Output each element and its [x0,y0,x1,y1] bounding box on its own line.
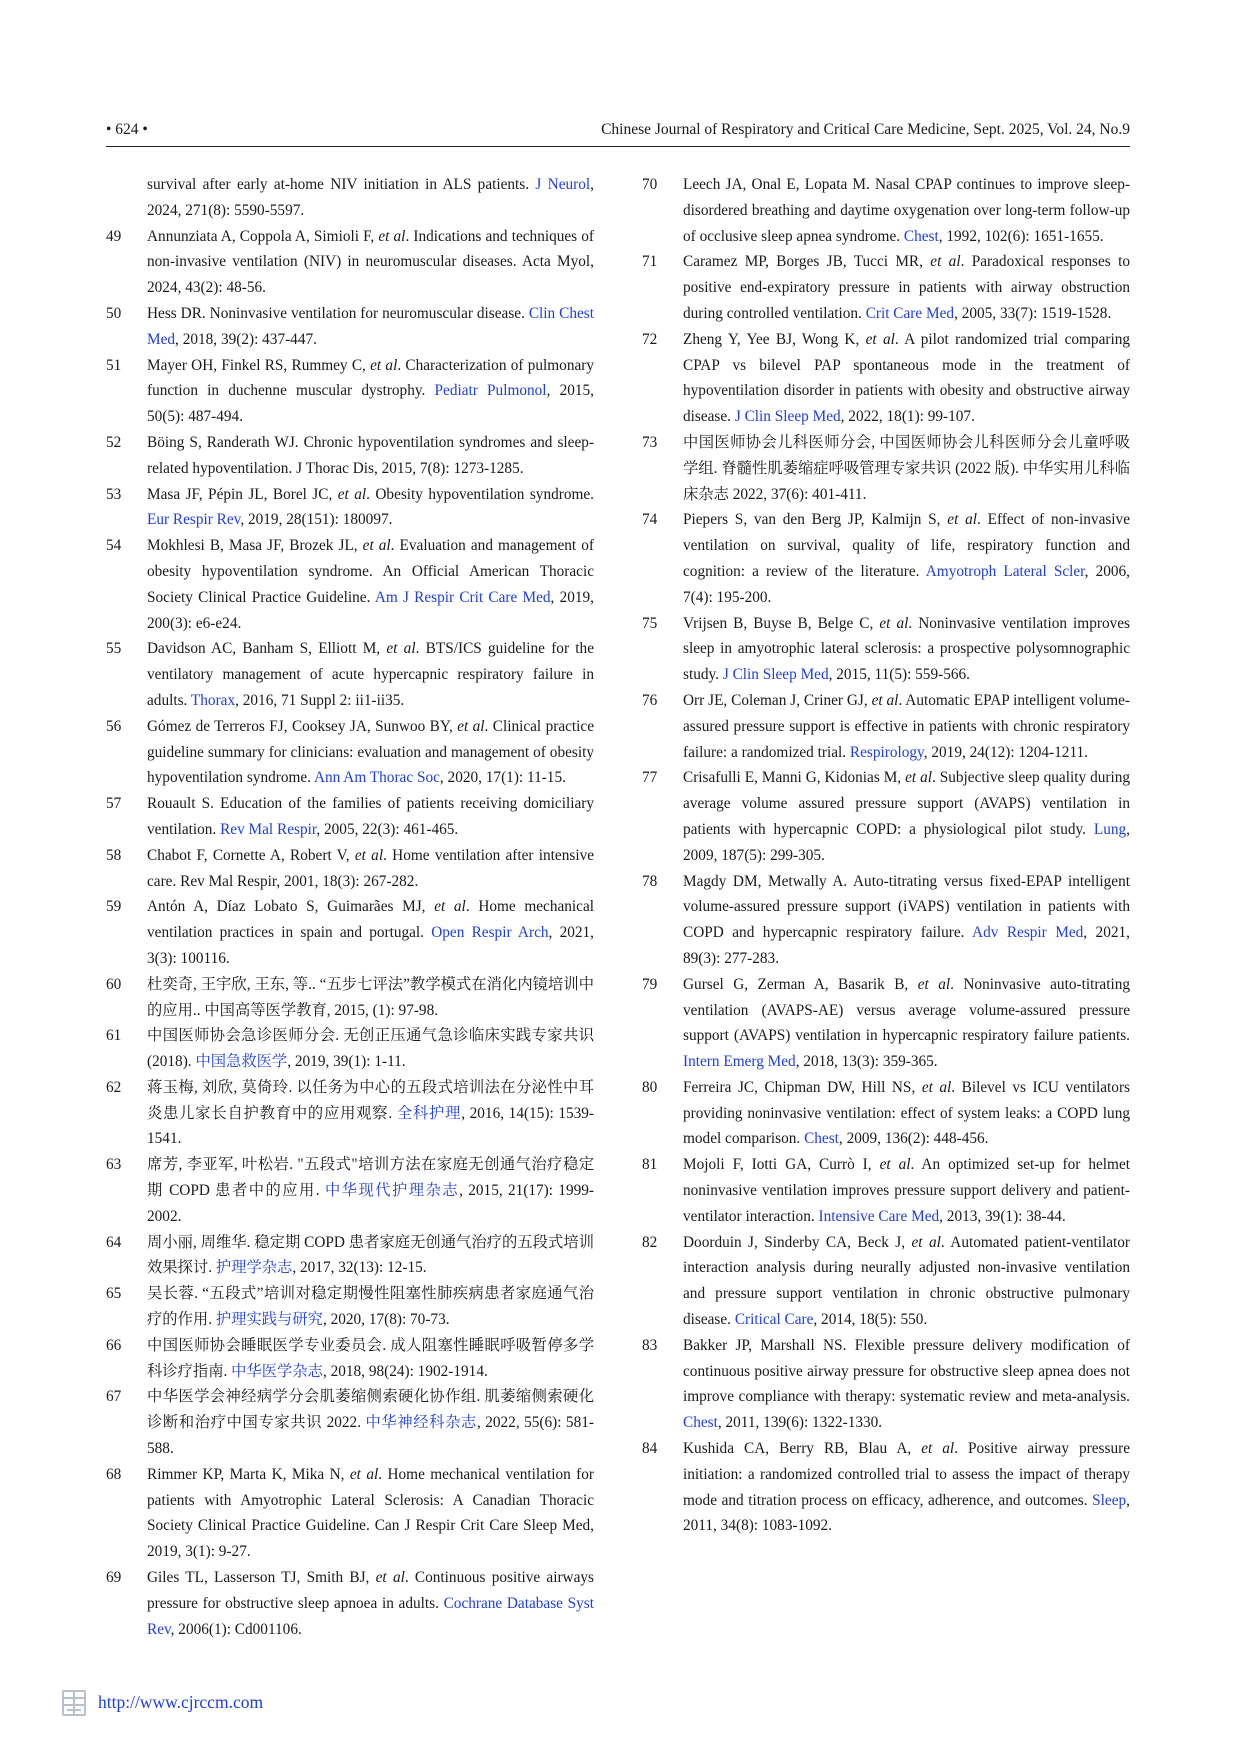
reference-text: Hess DR. Noninvasive ventilation for neuromuscular disease. [147,304,529,322]
reference-text: Zheng Y, Yee BJ, Wong K, [683,330,866,348]
reference-citation: , 2018, 39(2): 437-447. [175,330,317,348]
reference-entry [106,972,594,1024]
reference-entry [106,636,594,713]
reference-entry [106,1384,594,1461]
reference-number: 54 [106,537,122,555]
reference-text: 中国医师协会急诊医师分会. 无创正压通气急诊临床实践专家共识 (2018). [147,1027,594,1071]
reference-citation: , 2019, 200(3): e6-e24. [147,588,595,632]
journal-link[interactable]: 护理学杂志 [215,1259,293,1277]
reference-citation: , 2006(1): Cd001106. [170,1620,302,1638]
reference-entry [106,843,594,895]
reference-number: 64 [106,1233,122,1251]
reference-number: 62 [106,1078,122,1096]
reference-number: 67 [106,1388,122,1406]
journal-link[interactable]: Clin Chest Med [147,304,594,348]
reference-text: . Characterization of pulmonary function in duchenne muscular dystrophy. [147,356,595,400]
reference-text: 中华医学会神经病学分会肌萎缩侧索硬化协作组. 肌萎缩侧索硬化诊断和治疗中国专家共识 2022. [147,1388,594,1432]
reference-text: . Continuous positive airways pressure for obstructive sleep apnoea in adults. [147,1569,594,1612]
reference-entry [642,249,1130,326]
reference-entry [642,1436,1130,1539]
et-al-text: et al [930,253,961,271]
et-al-text: et al [905,769,932,787]
et-al-text: et al [911,1233,941,1251]
journal-link[interactable]: Intern Emerg Med [683,1053,796,1071]
reference-text: . BTS/ICS guideline for the ventilatory management of acute hypercapnic respiratory failure in adults. [147,640,594,709]
reference-number: 82 [642,1233,658,1251]
reference-text: 蒋玉梅, 刘欣, 莫倚玲. 以任务为中心的五段式培训法在分泌性中耳炎患儿家长自护教育中的应用观察. [147,1078,594,1122]
page-number: • 624 • [106,121,148,138]
reference-citation: , 2013, 39(1): 38-44. [939,1207,1066,1225]
reference-text: Leech JA, Onal E, Lopata M. Nasal CPAP continues to improve sleep-disordered breathing and daytime oxygenation over long-term follow-up of occlusive sleep apnea syndrome. [683,176,1130,245]
et-al-text: et al [349,1465,379,1483]
journal-link[interactable]: 中国急救医学 [195,1053,288,1071]
reference-text: Rouault S. Education of the families of patients receiving domiciliary ventilation. [147,795,594,838]
reference-number: 50 [106,304,122,322]
reference-entry [106,1023,594,1075]
journal-link[interactable]: Chest [683,1414,718,1432]
reference-citation: , 2015, 50(5): 487-494. [147,382,594,426]
reference-citation: , 2019, 24(12): 1204-1211. [923,743,1089,761]
reference-text: Doorduin J, Sinderby CA, Beck J, [683,1233,912,1251]
reference-number: 78 [642,872,658,890]
journal-link[interactable]: 中华医学杂志 [231,1362,323,1380]
reference-number: 66 [106,1336,122,1354]
reference-entry [106,714,594,791]
et-al-text: et al [378,227,406,245]
reference-number: 60 [106,975,122,993]
reference-text: . Home ventilation after intensive care. Rev Mal Respir, 2001, 18(3): 267-282. [147,846,595,890]
reference-entry [106,533,594,636]
reference-citation: , 2005, 33(7): 1519-1528. [954,304,1112,322]
reference-number: 59 [106,898,122,916]
et-al-text: et al [921,1078,952,1096]
reference-text: . Automatic EPAP intelligent volume-assured pressure support is effective in patients with chronic respiratory failure: a randomized trial. [683,691,1130,761]
reference-text: Chabot F, Cornette A, Robert V, [147,846,355,864]
reference-number: 63 [106,1156,122,1174]
reference-number: 57 [106,795,122,813]
reference-text: Magdy DM, Metwally A. Auto-titrating versus fixed-EPAP intelligent volume-assured pressure support (iVAPS) ventilation in patients with COPD and hypercapnic respiratory failure. [683,872,1130,942]
reference-number: 70 [642,176,658,193]
et-al-text: et al [354,846,384,864]
reference-entry [106,301,594,353]
reference-text: Orr JE, Coleman J, Criner GJ, [683,691,872,709]
reference-entry [642,1230,1130,1333]
et-al-text: et al [871,691,899,709]
journal-link[interactable]: Adv Respir Med [972,924,1084,942]
journal-link[interactable]: J Neurol [535,176,591,193]
reference-text: . Paradoxical responses to positive end-expiratory pressure in patients with airway obstruction during controlled ventilation. [683,253,1130,322]
reference-text: . Obesity hypoventilation syndrome. [366,485,594,503]
reference-entry [642,1333,1130,1436]
reference-text: Piepers S, van den Berg JP, Kalmijn S, [683,511,948,529]
reference-number: 61 [106,1027,122,1045]
reference-text: . Indications and techniques of non-invasive ventilation (NIV) in neuromuscular diseases. Acta Myol, 2024, 43(2): 48-56. [147,227,594,297]
reference-citation: , 2024, 271(8): 5590-5597. [147,176,594,219]
et-al-text: et al [434,898,466,916]
reference-text: . Effect of non-invasive ventilation on survival, quality of life, respiratory function and cognition: a review of the literature. [683,511,1130,580]
reference-citation: , 2018, 98(24): 1902-1914. [322,1362,488,1380]
reference-text: . Positive airway pressure initiation: a randomized controlled trial to assess the impact of therapy mode and titration process on efficacy, adherence, and outcomes. [683,1440,1130,1509]
reference-entry [642,327,1130,430]
reference-number: 77 [642,769,658,787]
reference-citation: , 2006, 7(4): 195-200. [683,562,1130,606]
reference-entry [106,224,594,301]
reference-citation: , 2011, 139(6): 1322-1330. [717,1414,883,1432]
reference-text: Annunziata A, Coppola A, Simioli F, [147,227,379,245]
reference-text: Giles TL, Lasserson TJ, Smith BJ, [147,1569,376,1587]
reference-citation: , 2021, 3(3): 100116. [147,924,594,967]
reference-citation: , 2020, 17(8): 70-73. [322,1311,450,1329]
reference-citation: , 2019, 28(151): 180097. [240,511,393,529]
reference-text: 周小丽, 周维华. 稳定期 COPD 患者家庭无创通气治疗的五段式培训效果探讨. [147,1233,594,1277]
reference-text: 席芳, 李亚军, 叶松岩. "五段式"培训方法在家庭无创通气治疗稳定期 COPD 患者中的应用. [147,1156,594,1200]
reference-text: Vrijsen B, Buyse B, Belge C, [683,614,880,632]
reference-entry [106,1462,594,1565]
reference-text: Kushida CA, Berry RB, Blau A, [683,1440,922,1458]
reference-text: Bakker JP, Marshall NS. Flexible pressure delivery modification of continuous positive airway pressure for obstructive sleep apnea does not improve compliance with therapy: systematic review and meta-analysis. [683,1336,1130,1406]
journal-link[interactable]: Pediatr Pulmonol [434,382,547,400]
reference-entry [106,1230,594,1282]
reference-text: . Clinical practice guideline summary for clinicians: evaluation and management of obesity hypoventilation syndrome. [147,717,594,787]
reference-number: 81 [642,1156,658,1174]
journal-link[interactable]: Eur Respir Rev [147,511,241,529]
reference-text: Ferreira JC, Chipman DW, Hill NS, [683,1078,922,1096]
reference-text: . Home mechanical ventilation for patients with Amyotrophic Lateral Sclerosis: A Canadian Thoracic Society Clinical Practice Guideline. Can J Respir Crit Care Sleep Med, 2019, 3(1): 9-27. [147,1465,595,1561]
et-al-text: et al [386,640,416,658]
reference-number: 65 [106,1285,122,1303]
reference-entry [106,1333,594,1385]
reference-text: 中国医师协会儿科医师分会, 中国医师协会儿科医师分会儿童呼吸学组. 脊髓性肌萎缩症呼吸管理专家共识 (2022 版). 中华实用儿科临床杂志 2022, 37(6): 401-411. [683,433,1130,503]
journal-link[interactable]: Thorax [190,691,236,709]
reference-citation: , 2016, 71 Suppl 2: ii1-ii35. [235,691,405,709]
journal-logo-icon [60,1688,88,1718]
et-al-text: et al [375,1569,405,1587]
reference-entry [106,894,594,971]
reference-text: . Noninvasive auto-titrating ventilation (AVAPS-AE) versus average volume-assured pressure support (AVAPS) ventilation in hypercapnic respiratory failure patients. [683,975,1130,1045]
journal-link[interactable]: Chest [804,1130,839,1148]
reference-number: 69 [106,1569,122,1587]
journal-link[interactable]: Am J Respir Crit Care Med [374,588,551,606]
journal-link[interactable]: Crit Care Med [865,304,955,322]
reference-entry [106,430,594,482]
reference-column-left [106,172,594,1642]
journal-link[interactable]: 中华神经科杂志 [365,1414,477,1432]
reference-number: 75 [642,614,658,632]
reference-entry [642,972,1130,1075]
reference-text: . A pilot randomized trial comparing CPAP vs bilevel PAP spontaneous mode in the treatment of hypoventilation disorder in patients with obesity and obstructive airway disease. [683,330,1130,426]
reference-text: 杜奕奇, 王宇欣, 王东, 等.. “五步七评法”教学模式在消化内镜培训中的应用.. 中国高等医学教育, 2015, (1): 97-98. [147,975,594,1019]
reference-entry [642,1075,1130,1152]
journal-link[interactable]: Open Respir Arch [431,924,549,942]
reference-entry [642,765,1130,868]
reference-citation: , 2019, 39(1): 1-11. [287,1053,406,1071]
reference-text: Crisafulli E, Manni G, Kidonias M, [683,769,906,787]
reference-entry [106,482,594,534]
journal-link[interactable]: Sleep [1092,1491,1127,1509]
et-al-text: et al [457,717,485,735]
reference-text: . Subjective sleep quality during average volume assured pressure support (AVAPS) ventilation in patients with hypercapnic COPD: a physiological pilot study. [683,769,1131,838]
reference-text: survival after early at-home NIV initiation in ALS patients. [147,176,536,193]
reference-column-right [642,172,1130,1539]
reference-entry [642,611,1130,688]
et-al-text: et al [879,1156,911,1174]
reference-text: . Home mechanical ventilation practices in spain and portugal. [147,898,595,942]
et-al-text: et al [362,537,391,555]
journal-link[interactable]: 全科护理 [396,1104,462,1122]
journal-link[interactable]: Intensive Care Med [818,1207,940,1225]
reference-text: . An optimized set-up for helmet noninvasive ventilation improves pressure support delivery and patient-ventilator interaction. [683,1156,1130,1225]
reference-number: 72 [642,330,658,348]
reference-text: Gómez de Terreros FJ, Cooksey JA, Sunwoo BY, [147,717,458,735]
reference-text: . Noninvasive ventilation improves sleep in amyotrophic lateral sclerosis: a prospective polysomnographic study. [683,614,1130,684]
reference-text: Rimmer KP, Marta K, Mika N, [147,1465,350,1483]
reference-number: 73 [642,433,658,451]
reference-citation: , 2015, 11(5): 559-566. [828,666,970,684]
reference-entry [106,353,594,430]
journal-link[interactable]: Cochrane Database Syst Rev [147,1594,594,1638]
journal-link[interactable]: 中华现代护理杂志 [324,1182,460,1200]
et-al-text: et al [879,614,909,632]
reference-number: 56 [106,717,122,735]
et-al-text: et al [865,330,895,348]
reference-citation: , 2015, 21(17): 1999-2002. [147,1182,594,1225]
reference-number: 79 [642,975,658,993]
reference-text: 中国医师协会睡眠医学专业委员会. 成人阻塞性睡眠呼吸暂停多学科诊疗指南. [147,1336,594,1380]
reference-entry [106,1152,594,1229]
reference-citation: , 2014, 18(5): 550. [813,1311,928,1329]
journal-link[interactable]: Ann Am Thorac Soc [313,769,440,787]
reference-number: 80 [642,1078,658,1096]
reference-number: 83 [642,1336,658,1354]
reference-number: 53 [106,485,122,503]
reference-number: 55 [106,640,122,658]
reference-citation: , 1992, 102(6): 1651-1655. [938,227,1104,245]
reference-number: 51 [106,356,122,374]
journal-link[interactable]: J Clin Sleep Med [734,408,841,426]
reference-text: Mayer OH, Finkel RS, Rummey C, [147,356,371,374]
reference-number: 84 [642,1440,658,1458]
reference-citation: , 2016, 14(15): 1539-1541. [147,1104,595,1148]
reference-entry [642,688,1130,765]
website-link[interactable]: http://www.cjrccm.com [98,1692,264,1712]
reference-text: Böing S, Randerath WJ. Chronic hypoventilation syndromes and sleep-related hypoventilation. J Thorac Dis, 2015, 7(8): 1273-1285. [147,433,594,477]
reference-entry [642,507,1130,610]
et-al-text: et al [370,356,398,374]
reference-citation: , 2017, 32(13): 12-15. [292,1259,427,1277]
reference-number: 49 [106,227,122,245]
reference-number: 68 [106,1465,122,1483]
reference-text: . Evaluation and management of obesity hypoventilation syndrome. An Official American Thoracic Society Clinical Practice Guideline. [147,537,594,606]
reference-text: Antón A, Díaz Lobato S, Guimarães MJ, [147,898,435,916]
reference-entry [106,791,594,843]
reference-citation: , 2021, 89(3): 277-283. [683,924,1130,967]
running-head: Chinese Journal of Respiratory and Critical Care Medicine, Sept. 2025, Vol. 24, No.9 [601,121,1130,138]
reference-entry [642,430,1130,507]
reference-text: Mokhlesi B, Masa JF, Brozek JL, [147,537,363,555]
header-rule [106,146,1130,147]
reference-citation: , 2020, 17(1): 11-15. [439,769,566,787]
reference-text: 吴长蓉. “五段式”培训对稳定期慢性阻塞性肺疾病患者家庭通气治疗的作用. [147,1285,594,1329]
journal-link[interactable]: Rev Mal Respir [220,820,317,838]
journal-link[interactable]: Respirology [849,743,924,761]
reference-entry [642,172,1130,249]
reference-entry [642,869,1130,972]
journal-link[interactable]: Critical Care [734,1311,814,1329]
et-al-text: et al [917,975,951,993]
reference-citation: , 2022, 18(1): 99-107. [840,408,975,426]
et-al-text: et al [947,511,977,529]
reference-entry [106,172,594,224]
reference-entry [106,1075,594,1152]
journal-link[interactable]: J Clin Sleep Med [722,666,829,684]
reference-text: Gursel G, Zerman A, Basarik B, [683,975,918,993]
reference-citation: , 2005, 22(3): 461-465. [316,820,459,838]
reference-text: Davidson AC, Banham S, Elliott M, [147,640,387,658]
reference-text: Masa JF, Pépin JL, Borel JC, [147,485,338,503]
reference-text: Caramez MP, Borges JB, Tucci MR, [683,253,931,271]
reference-number: 58 [106,846,122,864]
reference-entry [106,1281,594,1333]
reference-citation: , 2011, 34(8): 1083-1092. [683,1491,1130,1535]
et-al-text: et al [337,485,367,503]
reference-citation: , 2018, 13(3): 359-365. [795,1053,938,1071]
reference-citation: , 2009, 136(2): 448-456. [838,1130,989,1148]
journal-link[interactable]: Lung [1093,820,1127,838]
journal-link[interactable]: Amyotroph Lateral Scler [925,562,1085,580]
reference-number: 71 [642,253,658,271]
journal-link[interactable]: 护理实践与研究 [215,1311,323,1329]
reference-entry [106,1565,594,1642]
page-header [106,118,1130,142]
et-al-text: et al [921,1440,955,1458]
reference-number: 52 [106,433,122,451]
reference-number: 76 [642,691,658,709]
reference-text: . Bilevel vs ICU ventilators providing noninvasive ventilation: effect of system leaks: a COPD lung model comparison. [683,1078,1130,1148]
reference-text: . Automated patient-ventilator interaction analysis during neurally adjusted non-invasive ventilation and pressure support ventilation in chronic obstructive pulmonary disease. [683,1233,1131,1329]
reference-number: 74 [642,511,658,529]
journal-link[interactable]: Chest [903,227,939,245]
reference-text: Mojoli F, Iotti GA, Currò I, [683,1156,880,1174]
reference-citation: , 2022, 55(6): 581-588. [147,1414,594,1458]
reference-citation: , 2009, 187(5): 299-305. [683,820,1130,864]
reference-entry [642,1152,1130,1229]
